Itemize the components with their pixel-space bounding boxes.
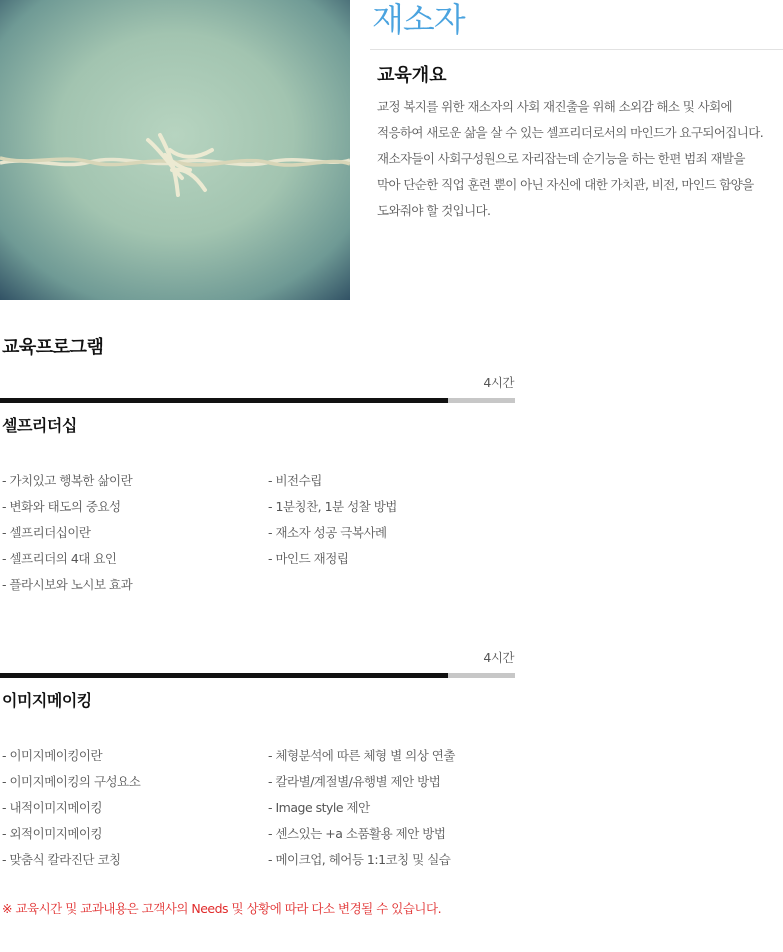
topic-item: - 칼라별/계절별/유행별 제안 방법 — [268, 774, 441, 789]
topic-list-right — [268, 743, 455, 873]
topic-item: - 1분칭찬, 1분 성찰 방법 — [268, 499, 397, 514]
page-title: 재소자 — [372, 0, 465, 39]
topic-item: - 외적이미지메이킹 — [2, 826, 103, 841]
module-hours: 4시간 — [483, 375, 514, 390]
topic-item: - 내적이미지메이킹 — [2, 800, 103, 815]
overview-line: 막아 단순한 직업 훈련 뿐이 아닌 자신에 대한 가치관, 비전, 마인드 함양을 — [377, 177, 754, 192]
module-title: 셀프리더십 — [2, 416, 77, 435]
notice-text: ※ 교육시간 및 교과내용은 고객사의 Needs 및 상황에 따라 다소 변경될 수 있습니다. — [2, 901, 442, 916]
topic-item: - 셀프리더의 4대 요인 — [2, 551, 117, 566]
module-image-making — [0, 649, 515, 879]
topic-item: - 센스있는 +a 소품활용 제안 방법 — [268, 826, 446, 841]
overview-line: 교정 복지를 위한 재소자의 사회 재진출을 위해 소외감 해소 및 사회에 — [377, 99, 733, 114]
topic-item: - 플라시보와 노시보 효과 — [2, 577, 133, 592]
hours-progress-fill — [0, 673, 448, 678]
topic-item: - 이미지메이킹의 구성요소 — [2, 774, 141, 789]
hours-progress-bar — [0, 673, 515, 678]
module-self-leadership — [0, 374, 515, 604]
topic-item: - Image style 제안 — [268, 800, 370, 815]
topic-item: - 맞춤식 칼라진단 코칭 — [2, 852, 121, 867]
overview-line: 적응하여 새로운 삶을 살 수 있는 셀프리더로서의 마인드가 요구되어집니다. — [377, 125, 764, 140]
topic-item: - 마인드 재정립 — [268, 551, 349, 566]
topic-item: - 이미지메이킹이란 — [2, 748, 103, 763]
title-divider — [370, 49, 783, 50]
hours-progress-fill — [0, 398, 448, 403]
programs-heading: 교육프로그램 — [2, 337, 104, 358]
topic-item: - 메이크업, 헤어등 1:1코칭 및 실습 — [268, 852, 451, 867]
topic-list-left — [2, 743, 140, 873]
overview-text — [377, 94, 783, 224]
topic-item: - 변화와 태도의 중요성 — [2, 499, 121, 514]
topic-list-right — [268, 468, 397, 572]
hours-progress-bar — [0, 398, 515, 403]
topic-item: - 비전수립 — [268, 473, 322, 488]
barbed-wire-image — [0, 0, 350, 300]
module-title: 이미지메이킹 — [2, 691, 92, 710]
topic-item: - 셀프리더십이란 — [2, 525, 91, 540]
topic-list-left — [2, 468, 132, 598]
topic-item: - 체형분석에 따른 체형 별 의상 연출 — [268, 748, 455, 763]
module-hours: 4시간 — [483, 650, 514, 665]
topic-item: - 가치있고 행복한 삶이란 — [2, 473, 133, 488]
overview-line: 도와줘야 할 것입니다. — [377, 203, 491, 218]
overview-heading: 교육개요 — [377, 65, 447, 86]
topic-item: - 재소자 성공 극복사례 — [268, 525, 387, 540]
overview-line: 재소자들이 사회구성원으로 자리잡는데 순기능을 하는 한편 범죄 재발을 — [377, 151, 745, 166]
